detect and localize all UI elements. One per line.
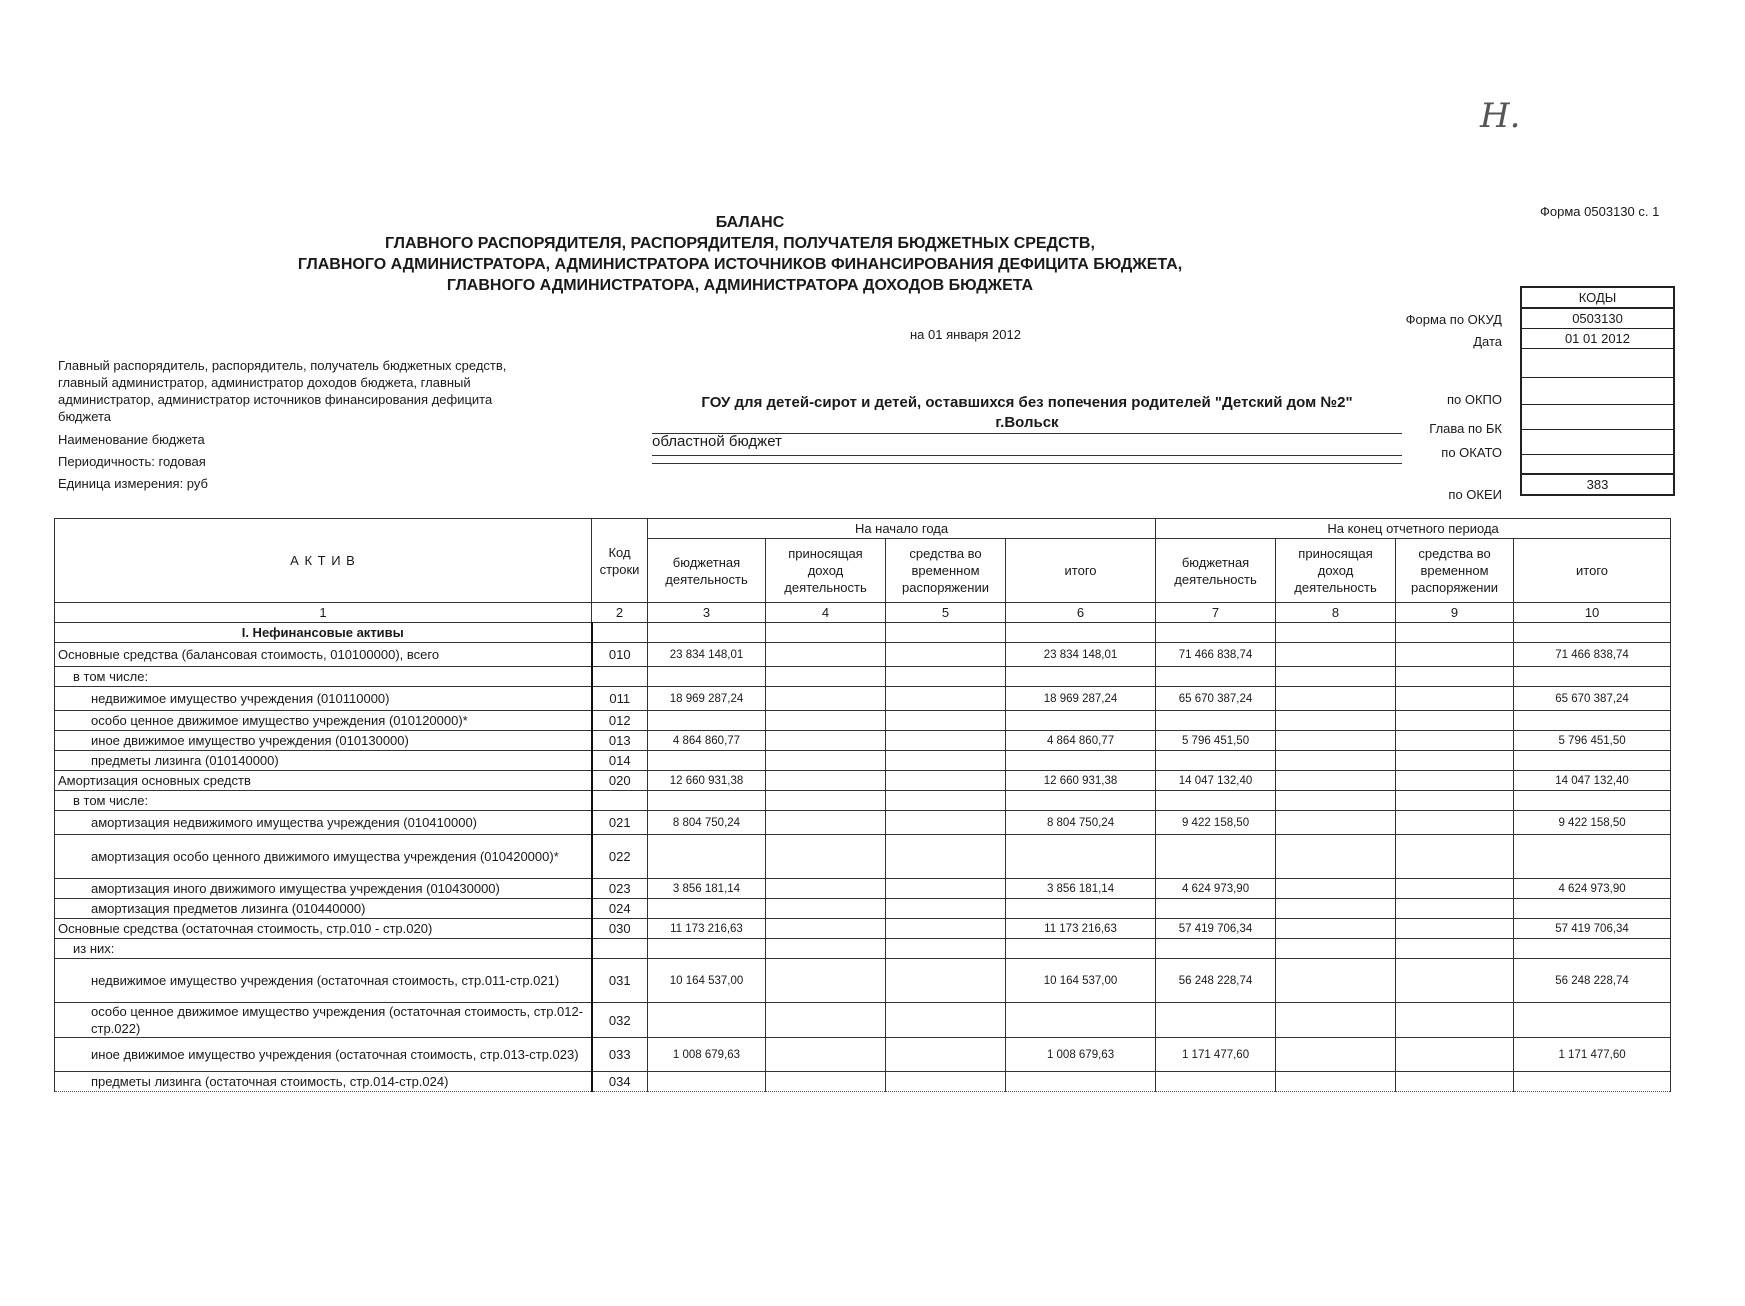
row-value-c7 [1156, 899, 1276, 919]
row-code: 030 [592, 919, 648, 939]
row-value-c9 [1396, 939, 1514, 959]
section-title: I. Нефинансовые активы [55, 623, 592, 643]
row-value-c4 [766, 919, 886, 939]
row-code [592, 939, 648, 959]
row-value-c10 [1514, 711, 1671, 731]
row-value-c9 [1396, 1038, 1514, 1072]
row-value-c7 [1156, 667, 1276, 687]
row-value-c9 [1396, 835, 1514, 879]
row-code: 012 [592, 711, 648, 731]
row-value-c4 [766, 791, 886, 811]
row-value-c9 [1396, 919, 1514, 939]
row-value-c8 [1276, 791, 1396, 811]
row-label: амортизация иного движимого имущества учреждения (010430000) [55, 879, 592, 899]
column-number: 2 [592, 603, 648, 623]
column-number: 10 [1514, 603, 1671, 623]
row-value-c9 [1396, 687, 1514, 711]
row-value-c5 [886, 687, 1006, 711]
row-value-c10: 9 422 158,50 [1514, 811, 1671, 835]
row-value-c6: 10 164 537,00 [1006, 959, 1156, 1003]
row-label: Амортизация основных средств [55, 771, 592, 791]
row-value-c8 [1276, 751, 1396, 771]
column-number: 7 [1156, 603, 1276, 623]
row-code: 031 [592, 959, 648, 1003]
row-value-c5 [886, 811, 1006, 835]
row-value-c5 [886, 899, 1006, 919]
row-value-c4 [766, 899, 886, 919]
row-value-c5 [886, 1072, 1006, 1092]
row-value-c5 [886, 751, 1006, 771]
row-value-c6: 11 173 216,63 [1006, 919, 1156, 939]
row-value-c8 [1276, 811, 1396, 835]
row-label: предметы лизинга (010140000) [55, 751, 592, 771]
row-value-c9 [1396, 1003, 1514, 1038]
table-row [55, 1072, 1671, 1092]
row-value-c7 [1156, 1003, 1276, 1038]
row-value-c3 [648, 751, 766, 771]
row-value-c4 [766, 811, 886, 835]
empty-code-cell [1521, 455, 1674, 475]
row-value-c7: 14 047 132,40 [1156, 771, 1276, 791]
okpo-value [1521, 378, 1674, 405]
row-value-c7: 1 171 477,60 [1156, 1038, 1276, 1072]
column-number: 4 [766, 603, 886, 623]
row-code: 022 [592, 835, 648, 879]
table-row [55, 751, 1671, 771]
periodicity-label: Периодичность: годовая [58, 454, 206, 469]
header-temp-start: средства во временном распоряжении [886, 539, 1006, 603]
row-value-c6 [1006, 1072, 1156, 1092]
header-income-start: приносящая доход деятельность [766, 539, 886, 603]
row-value-c4 [766, 1003, 886, 1038]
empty-cell [886, 623, 1006, 643]
row-value-c3 [648, 835, 766, 879]
table-row [55, 1003, 1671, 1038]
title-line-3: ГЛАВНОГО АДМИНИСТРАТОРА, АДМИНИСТРАТОРА ИСТОЧНИКОВ ФИНАНСИРОВАНИЯ ДЕФИЦИТА БЮДЖЕТА, [297, 256, 1183, 273]
row-value-c8 [1276, 687, 1396, 711]
column-number: 3 [648, 603, 766, 623]
row-code [592, 667, 648, 687]
row-label: в том числе: [55, 791, 592, 811]
empty-cell [1156, 623, 1276, 643]
empty-cell [1276, 623, 1396, 643]
empty-cell [648, 623, 766, 643]
balance-table [54, 518, 1671, 1092]
empty-cell [766, 623, 886, 643]
header-total-start: итого [1006, 539, 1156, 603]
row-value-c7: 71 466 838,74 [1156, 643, 1276, 667]
codes-header: КОДЫ [1521, 287, 1674, 308]
row-code: 011 [592, 687, 648, 711]
table-row [55, 687, 1671, 711]
distributor-label-3: администратор, администратор источников финансирования дефицита [58, 392, 493, 407]
row-value-c7 [1156, 711, 1276, 731]
row-value-c3 [648, 1072, 766, 1092]
okud-value: 0503130 [1521, 308, 1674, 329]
row-value-c7: 9 422 158,50 [1156, 811, 1276, 835]
organization-line-1: ГОУ для детей-сирот и детей, оставшихся без попечения родителей "Детский дом №2" [701, 394, 1353, 411]
row-value-c6: 12 660 931,38 [1006, 771, 1156, 791]
empty-cell [1396, 623, 1514, 643]
row-value-c8 [1276, 1038, 1396, 1072]
header-start-of-year: На начало года [648, 519, 1156, 539]
header-total-end: итого [1514, 539, 1671, 603]
row-value-c4 [766, 751, 886, 771]
row-value-c3: 4 864 860,77 [648, 731, 766, 751]
row-value-c4 [766, 731, 886, 751]
header-income-end: приносящая доход деятельность [1276, 539, 1396, 603]
codes-table [1520, 286, 1675, 496]
header-end-of-period: На конец отчетного периода [1156, 519, 1671, 539]
row-value-c9 [1396, 751, 1514, 771]
row-label: Основные средства (балансовая стоимость, 010100000), всего [55, 643, 592, 667]
column-number: 5 [886, 603, 1006, 623]
table-row [55, 959, 1671, 1003]
distributor-label-1: Главный распорядитель, распорядитель, получатель бюджетных средств, [58, 358, 507, 373]
row-value-c5 [886, 919, 1006, 939]
row-value-c10 [1514, 1072, 1671, 1092]
okato-value [1521, 430, 1674, 455]
okei-label: по ОКЕИ [1448, 487, 1502, 502]
table-row [55, 919, 1671, 939]
row-value-c3: 12 660 931,38 [648, 771, 766, 791]
row-value-c4 [766, 879, 886, 899]
row-value-c3 [648, 791, 766, 811]
row-value-c9 [1396, 959, 1514, 1003]
empty-cell [1514, 623, 1671, 643]
row-value-c3: 11 173 216,63 [648, 919, 766, 939]
row-label: особо ценное движимое имущество учреждения (остаточная стоимость, стр.012-стр.022) [55, 1003, 592, 1038]
row-value-c9 [1396, 1072, 1514, 1092]
row-value-c10: 5 796 451,50 [1514, 731, 1671, 751]
row-label: предметы лизинга (остаточная стоимость, стр.014-стр.024) [55, 1072, 592, 1092]
okpo-label: по ОКПО [1446, 392, 1502, 407]
row-value-c5 [886, 771, 1006, 791]
row-value-c7: 65 670 387,24 [1156, 687, 1276, 711]
row-value-c4 [766, 1038, 886, 1072]
row-value-c10: 71 466 838,74 [1514, 643, 1671, 667]
row-value-c7 [1156, 939, 1276, 959]
date-value: 01 01 2012 [1521, 329, 1674, 349]
row-value-c6 [1006, 711, 1156, 731]
row-value-c6 [1006, 899, 1156, 919]
row-code: 013 [592, 731, 648, 751]
row-value-c7 [1156, 791, 1276, 811]
row-value-c9 [1396, 899, 1514, 919]
row-value-c10: 4 624 973,90 [1514, 879, 1671, 899]
row-value-c3: 23 834 148,01 [648, 643, 766, 667]
table-row [55, 879, 1671, 899]
row-value-c10 [1514, 899, 1671, 919]
row-value-c7 [1156, 751, 1276, 771]
handwritten-mark: H. [1480, 96, 1521, 136]
date-label: Дата [1473, 334, 1502, 349]
form-number: Форма 0503130 с. 1 [1540, 204, 1660, 219]
row-value-c9 [1396, 643, 1514, 667]
row-value-c5 [886, 791, 1006, 811]
table-row [55, 835, 1671, 879]
row-value-c4 [766, 959, 886, 1003]
budget-name-label: Наименование бюджета [58, 432, 205, 447]
distributor-label-2: главный администратор, администратор доходов бюджета, главный [58, 375, 471, 390]
row-label: Основные средства (остаточная стоимость, стр.010 - стр.020) [55, 919, 592, 939]
row-value-c5 [886, 1038, 1006, 1072]
row-value-c8 [1276, 959, 1396, 1003]
row-value-c9 [1396, 879, 1514, 899]
row-code: 010 [592, 643, 648, 667]
row-label: амортизация особо ценного движимого имущества учреждения (010420000)* [55, 835, 592, 879]
row-value-c3 [648, 939, 766, 959]
table-row [55, 711, 1671, 731]
row-label: амортизация предметов лизинга (010440000) [55, 899, 592, 919]
row-value-c8 [1276, 835, 1396, 879]
row-value-c5 [886, 731, 1006, 751]
row-value-c9 [1396, 711, 1514, 731]
row-code: 024 [592, 899, 648, 919]
row-value-c4 [766, 771, 886, 791]
row-value-c3: 3 856 181,14 [648, 879, 766, 899]
row-value-c6 [1006, 667, 1156, 687]
row-value-c4 [766, 667, 886, 687]
row-label: иное движимое имущество учреждения (010130000) [55, 731, 592, 751]
table-row [55, 643, 1671, 667]
row-value-c6 [1006, 1003, 1156, 1038]
row-value-c3: 1 008 679,63 [648, 1038, 766, 1072]
row-value-c3: 8 804 750,24 [648, 811, 766, 835]
row-value-c8 [1276, 919, 1396, 939]
row-value-c7: 57 419 706,34 [1156, 919, 1276, 939]
row-value-c6: 8 804 750,24 [1006, 811, 1156, 835]
row-value-c5 [886, 939, 1006, 959]
row-label: особо ценное движимое имущество учреждения (010120000)* [55, 711, 592, 731]
row-code: 020 [592, 771, 648, 791]
row-code [592, 791, 648, 811]
table-row [55, 771, 1671, 791]
row-value-c10 [1514, 791, 1671, 811]
table-row [55, 1038, 1671, 1072]
unit-label: Единица измерения: руб [58, 476, 208, 491]
okato-label: по ОКАТО [1441, 445, 1502, 460]
row-value-c6: 3 856 181,14 [1006, 879, 1156, 899]
row-value-c7: 4 624 973,90 [1156, 879, 1276, 899]
row-label: из них: [55, 939, 592, 959]
row-value-c8 [1276, 879, 1396, 899]
row-value-c8 [1276, 731, 1396, 751]
row-code: 034 [592, 1072, 648, 1092]
bk-label: Глава по БК [1429, 421, 1502, 436]
organization-line-2: г.Вольск [995, 414, 1059, 431]
column-number: 1 [55, 603, 592, 623]
row-value-c6: 1 008 679,63 [1006, 1038, 1156, 1072]
row-value-c3: 18 969 287,24 [648, 687, 766, 711]
row-value-c5 [886, 835, 1006, 879]
row-label: иное движимое имущество учреждения (остаточная стоимость, стр.013-стр.023) [55, 1038, 592, 1072]
row-value-c10: 57 419 706,34 [1514, 919, 1671, 939]
title-line-2: ГЛАВНОГО РАСПОРЯДИТЕЛЯ, РАСПОРЯДИТЕЛЯ, ПОЛУЧАТЕЛЯ БЮДЖЕТНЫХ СРЕДСТВ, [385, 235, 1095, 252]
row-value-c7: 56 248 228,74 [1156, 959, 1276, 1003]
row-value-c3 [648, 899, 766, 919]
row-value-c3 [648, 667, 766, 687]
row-label: недвижимое имущество учреждения (остаточная стоимость, стр.011-стр.021) [55, 959, 592, 1003]
row-value-c4 [766, 835, 886, 879]
row-value-c9 [1396, 791, 1514, 811]
row-value-c9 [1396, 731, 1514, 751]
okei-value: 383 [1521, 474, 1674, 495]
row-value-c4 [766, 643, 886, 667]
row-value-c10 [1514, 835, 1671, 879]
row-value-c4 [766, 711, 886, 731]
row-value-c5 [886, 959, 1006, 1003]
table-row [55, 791, 1671, 811]
row-value-c8 [1276, 1072, 1396, 1092]
column-numbers-row [55, 603, 1671, 623]
row-value-c5 [886, 643, 1006, 667]
row-value-c8 [1276, 643, 1396, 667]
row-value-c7: 5 796 451,50 [1156, 731, 1276, 751]
row-value-c10 [1514, 751, 1671, 771]
row-code: 014 [592, 751, 648, 771]
row-value-c8 [1276, 939, 1396, 959]
title-line-1: БАЛАНС [715, 214, 785, 231]
empty-code-cell [1521, 349, 1674, 378]
row-value-c4 [766, 687, 886, 711]
row-value-c6: 18 969 287,24 [1006, 687, 1156, 711]
row-value-c4 [766, 939, 886, 959]
table-row [55, 667, 1671, 687]
row-value-c8 [1276, 711, 1396, 731]
row-value-c9 [1396, 667, 1514, 687]
column-number: 9 [1396, 603, 1514, 623]
column-number: 8 [1276, 603, 1396, 623]
row-value-c7 [1156, 835, 1276, 879]
document-title [0, 212, 1480, 296]
row-code: 023 [592, 879, 648, 899]
empty-cell [1006, 623, 1156, 643]
row-value-c8 [1276, 771, 1396, 791]
row-value-c4 [766, 1072, 886, 1092]
row-value-c10 [1514, 667, 1671, 687]
row-value-c5 [886, 1003, 1006, 1038]
row-label: амортизация недвижимого имущества учреждения (010410000) [55, 811, 592, 835]
row-value-c3 [648, 711, 766, 731]
budget-value: областной бюджет [652, 433, 1402, 456]
row-value-c5 [886, 711, 1006, 731]
row-value-c3: 10 164 537,00 [648, 959, 766, 1003]
row-value-c6: 23 834 148,01 [1006, 643, 1156, 667]
header-budget-end: бюджетная деятельность [1156, 539, 1276, 603]
header-budget-start: бюджетная деятельность [648, 539, 766, 603]
row-code: 033 [592, 1038, 648, 1072]
row-value-c6 [1006, 835, 1156, 879]
row-value-c6 [1006, 791, 1156, 811]
table-row [55, 899, 1671, 919]
row-value-c10: 1 171 477,60 [1514, 1038, 1671, 1072]
row-value-c7 [1156, 1072, 1276, 1092]
row-value-c8 [1276, 667, 1396, 687]
row-value-c10: 56 248 228,74 [1514, 959, 1671, 1003]
row-code: 021 [592, 811, 648, 835]
okud-label: Форма по ОКУД [1405, 312, 1502, 327]
table-row [55, 731, 1671, 751]
row-label: в том числе: [55, 667, 592, 687]
row-label: недвижимое имущество учреждения (010110000) [55, 687, 592, 711]
header-aktiv: А К Т И В [55, 519, 592, 603]
row-value-c9 [1396, 811, 1514, 835]
row-value-c3 [648, 1003, 766, 1038]
empty-cell [592, 623, 648, 643]
left-labels [58, 357, 578, 492]
table-row [55, 811, 1671, 835]
row-code: 032 [592, 1003, 648, 1038]
row-value-c10: 14 047 132,40 [1514, 771, 1671, 791]
column-number: 6 [1006, 603, 1156, 623]
row-value-c5 [886, 879, 1006, 899]
row-value-c5 [886, 667, 1006, 687]
row-value-c6 [1006, 939, 1156, 959]
organization-name [652, 393, 1402, 434]
row-value-c10: 65 670 387,24 [1514, 687, 1671, 711]
row-value-c9 [1396, 771, 1514, 791]
header-code: Код строки [592, 519, 648, 603]
bk-value [1521, 405, 1674, 430]
row-value-c6: 4 864 860,77 [1006, 731, 1156, 751]
title-line-4: ГЛАВНОГО АДМИНИСТРАТОРА, АДМИНИСТРАТОРА ДОХОДОВ БЮДЖЕТА [446, 277, 1034, 294]
row-value-c6 [1006, 751, 1156, 771]
distributor-label-4: бюджета [58, 409, 112, 424]
report-date: на 01 января 2012 [910, 327, 1021, 342]
header-temp-end: средства во временном распоряжении [1396, 539, 1514, 603]
separator-line [652, 462, 1402, 464]
table-body [55, 643, 1671, 1092]
row-value-c8 [1276, 1003, 1396, 1038]
table-row [55, 939, 1671, 959]
row-value-c10 [1514, 939, 1671, 959]
row-value-c10 [1514, 1003, 1671, 1038]
section-row [55, 623, 1671, 643]
row-value-c8 [1276, 899, 1396, 919]
